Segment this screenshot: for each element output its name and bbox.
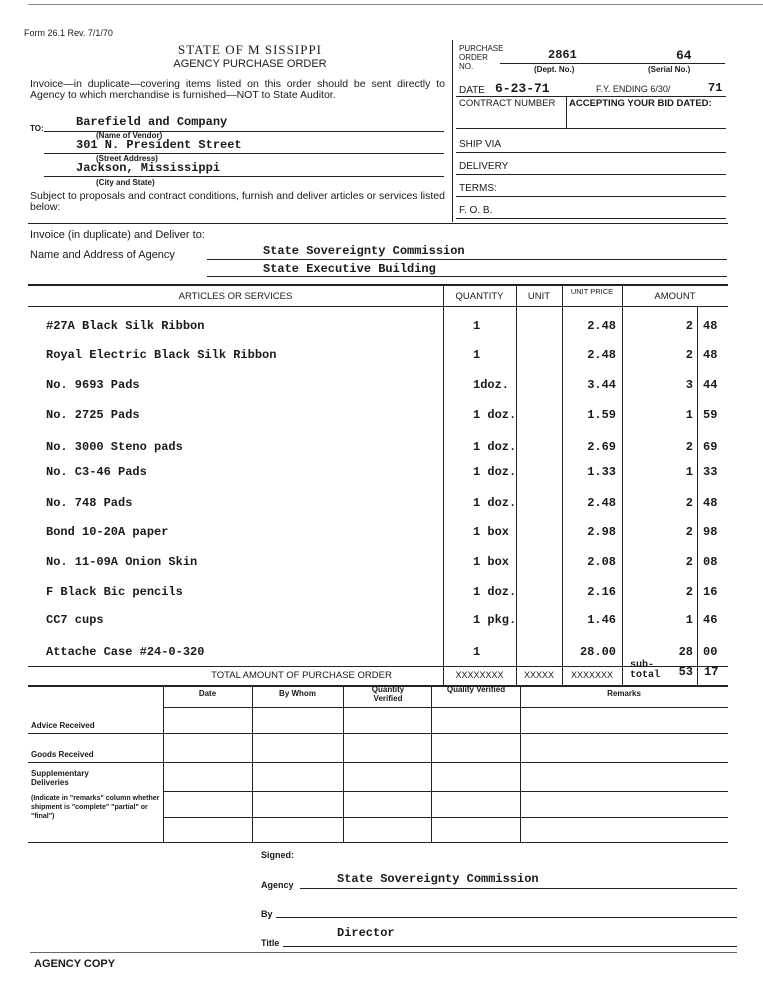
receipt-col-1 bbox=[163, 686, 164, 842]
item-article: No. 2725 Pads bbox=[46, 408, 140, 422]
item-price: 2.16 bbox=[587, 585, 616, 599]
item-cents: 08 bbox=[703, 555, 718, 569]
item-dollars: 1 bbox=[685, 465, 693, 479]
po-label: PURCHASE ORDER NO. bbox=[459, 44, 504, 71]
serial-number: 64 bbox=[676, 48, 692, 63]
receipt-header-quality: Quality Verified bbox=[446, 685, 506, 694]
item-quantity: 1 doz. bbox=[473, 496, 517, 510]
dept-number: 2861 bbox=[548, 48, 577, 62]
item-dollars: 2 bbox=[685, 440, 693, 454]
item-price: 1.46 bbox=[587, 613, 616, 627]
sig-title-line bbox=[283, 946, 737, 947]
vendor-city: Jackson, Mississippi bbox=[76, 161, 221, 175]
receipt-rule-4 bbox=[163, 817, 728, 818]
col-divider-price bbox=[622, 285, 623, 685]
total-label: TOTAL AMOUNT OF PURCHASE ORDER bbox=[211, 670, 392, 681]
item-price: 1.59 bbox=[587, 408, 616, 422]
item-cents: 98 bbox=[703, 525, 718, 539]
order-date: 6-23-71 bbox=[495, 81, 550, 96]
agency-line1-rule bbox=[207, 259, 727, 260]
col-divider-unit bbox=[562, 285, 563, 685]
terms-line bbox=[456, 196, 726, 197]
item-article: No. 3000 Steno pads bbox=[46, 440, 183, 454]
vendor-name-caption: (Name of Vendor) bbox=[96, 131, 163, 140]
item-dollars: 2 bbox=[685, 496, 693, 510]
sig-by-line bbox=[276, 917, 737, 918]
item-quantity: 1doz. bbox=[473, 378, 510, 392]
item-dollars: 3 bbox=[685, 378, 693, 392]
receipt-row-supplementary: Supplementary Deliveries bbox=[31, 769, 89, 787]
item-quantity: 1 bbox=[473, 348, 481, 362]
invoice-instructions: Invoice—in duplicate—covering items listed on this order should be sent directly to Agency to which merchandise is furnished—NOT to State Auditor. bbox=[30, 78, 445, 101]
item-price: 2.48 bbox=[587, 496, 616, 510]
form-id: Form 26.1 Rev. 7/1/70 bbox=[24, 28, 113, 38]
item-article: F Black Bic pencils bbox=[46, 585, 183, 599]
receipt-row-goods: Goods Received bbox=[31, 750, 94, 759]
sig-title-label: Title bbox=[261, 938, 280, 948]
serial-caption: (Serial No.) bbox=[648, 65, 691, 74]
vendor-city-caption: (City and State) bbox=[96, 178, 155, 187]
delivery-label: DELIVERY bbox=[459, 161, 509, 172]
item-dollars: 2 bbox=[685, 585, 693, 599]
item-quantity: 1 doz. bbox=[473, 408, 517, 422]
item-quantity: 1 doz. bbox=[473, 465, 517, 479]
top-border bbox=[28, 4, 763, 5]
sig-agency-label: Agency bbox=[261, 880, 294, 890]
receipt-header-remarks: Remarks bbox=[607, 689, 641, 698]
receipt-col-2 bbox=[252, 686, 253, 842]
fob-line bbox=[456, 218, 726, 219]
item-quantity: 1 doz. bbox=[473, 440, 517, 454]
vendor-street-caption: (Street Address) bbox=[96, 154, 158, 163]
receipt-col-5 bbox=[520, 686, 521, 842]
date-line bbox=[456, 96, 726, 97]
item-article: No. 748 Pads bbox=[46, 496, 133, 510]
receipt-col-4 bbox=[431, 686, 432, 842]
header-quantity: QUANTITY bbox=[455, 291, 504, 302]
vendor-city-line bbox=[44, 176, 444, 177]
item-price: 2.08 bbox=[587, 555, 616, 569]
receipt-header-date: Date bbox=[198, 689, 217, 698]
receipt-header-by-whom: By Whom bbox=[279, 689, 316, 698]
total-unit-mask: XXXXX bbox=[523, 670, 554, 680]
agency-line2-rule bbox=[207, 276, 727, 277]
item-cents: 00 bbox=[703, 645, 718, 659]
receipt-header-quantity: Quantity Verified bbox=[371, 685, 405, 703]
dept-caption: (Dept. No.) bbox=[534, 65, 575, 74]
header-divider bbox=[452, 40, 453, 222]
item-cents: 44 bbox=[703, 378, 718, 392]
form-title: AGENCY PURCHASE ORDER bbox=[173, 58, 327, 70]
sig-agency-line bbox=[300, 888, 737, 889]
fy-label: F.Y. ENDING 6/30/ bbox=[596, 84, 671, 94]
sig-title-value: Director bbox=[337, 926, 395, 940]
table-header-rule bbox=[28, 306, 728, 307]
receipt-row-advice: Advice Received bbox=[31, 721, 95, 730]
receipt-header-rule bbox=[163, 707, 728, 708]
signed-label: Signed: bbox=[261, 850, 294, 860]
sig-by-label: By bbox=[261, 909, 273, 919]
item-cents: 48 bbox=[703, 319, 718, 333]
item-article: No. C3-46 Pads bbox=[46, 465, 147, 479]
receipt-row-indicate: (Indicate in "remarks" column whether shipment is "complete" "partial" or "final") bbox=[31, 795, 160, 820]
total-dollars: 53 bbox=[678, 665, 693, 679]
item-article: No. 11-09A Onion Skin bbox=[46, 555, 198, 569]
receipt-rule-2 bbox=[28, 762, 728, 763]
receipt-rule-1 bbox=[28, 733, 728, 734]
receipt-col-3 bbox=[343, 686, 344, 842]
ship-via-label: SHIP VIA bbox=[459, 139, 502, 150]
ship-via-line bbox=[456, 152, 726, 153]
receipt-bottom-rule bbox=[28, 842, 728, 843]
col-divider-articles bbox=[443, 285, 444, 685]
item-cents: 46 bbox=[703, 613, 718, 627]
item-quantity: 1 doz. bbox=[473, 585, 517, 599]
item-price: 2.98 bbox=[587, 525, 616, 539]
header-amount: AMOUNT bbox=[654, 291, 696, 302]
po-line bbox=[500, 63, 725, 64]
subject-text: Subject to proposals and contract conditions, furnish and deliver articles or services listed below: bbox=[30, 190, 445, 213]
item-dollars: 2 bbox=[685, 319, 693, 333]
item-cents: 48 bbox=[703, 496, 718, 510]
header-unit-price: UNIT PRICE bbox=[570, 287, 614, 296]
terms-label: TERMS: bbox=[459, 183, 497, 194]
item-article: Royal Electric Black Silk Ribbon bbox=[46, 348, 277, 362]
item-article: Attache Case #24-0-320 bbox=[46, 645, 205, 659]
total-price-mask: XXXXXXX bbox=[570, 670, 614, 680]
item-cents: 59 bbox=[703, 408, 718, 422]
contract-divider bbox=[566, 96, 567, 128]
total-cents: 17 bbox=[704, 665, 719, 679]
item-price: 2.48 bbox=[587, 348, 616, 362]
subtotal-label: sub-total bbox=[630, 660, 661, 681]
delivery-line bbox=[456, 174, 726, 175]
item-article: Bond 10-20A paper bbox=[46, 525, 169, 539]
item-article: No. 9693 Pads bbox=[46, 378, 140, 392]
item-quantity: 1 bbox=[473, 319, 481, 333]
item-dollars: 2 bbox=[685, 348, 693, 362]
item-cents: 16 bbox=[703, 585, 718, 599]
item-price: 2.69 bbox=[587, 440, 616, 454]
table-top-rule bbox=[28, 284, 728, 286]
footer-rule bbox=[30, 952, 737, 953]
item-price: 3.44 bbox=[587, 378, 616, 392]
item-dollars: 28 bbox=[678, 645, 693, 659]
fy-value: 71 bbox=[708, 81, 723, 95]
item-article: CC7 cups bbox=[46, 613, 104, 627]
item-dollars: 1 bbox=[685, 408, 693, 422]
deliver-agency-line1: State Sovereignty Commission bbox=[263, 244, 465, 258]
vendor-street: 301 N. President Street bbox=[76, 138, 242, 152]
deliver-agency-line2: State Executive Building bbox=[263, 262, 436, 276]
total-top-rule bbox=[28, 666, 728, 667]
item-price: 2.48 bbox=[587, 319, 616, 333]
item-quantity: 1 box bbox=[473, 525, 510, 539]
item-cents: 69 bbox=[703, 440, 718, 454]
item-price: 28.00 bbox=[579, 645, 616, 659]
item-dollars: 2 bbox=[685, 525, 693, 539]
date-label: DATE bbox=[459, 85, 485, 96]
item-dollars: 2 bbox=[685, 555, 693, 569]
deliver-label: Invoice (in duplicate) and Deliver to: bbox=[30, 229, 205, 241]
vendor-name: Barefield and Company bbox=[76, 115, 228, 129]
item-quantity: 1 bbox=[473, 645, 481, 659]
item-dollars: 1 bbox=[685, 613, 693, 627]
contract-label: CONTRACT NUMBER bbox=[459, 98, 556, 109]
item-price: 1.33 bbox=[587, 465, 616, 479]
state-title: STATE OF M SISSIPPI bbox=[177, 42, 323, 57]
total-quantity-mask: XXXXXXXX bbox=[455, 670, 504, 680]
item-cents: 33 bbox=[703, 465, 718, 479]
footer-agency-copy: AGENCY COPY bbox=[34, 958, 116, 970]
fob-label: F. O. B. bbox=[459, 205, 493, 216]
to-label: TO: bbox=[30, 124, 44, 133]
item-quantity: 1 pkg. bbox=[473, 613, 517, 627]
agency-name-label: Name and Address of Agency bbox=[30, 249, 175, 261]
bid-label: ACCEPTING YOUR BID DATED: bbox=[569, 98, 712, 109]
header-articles: ARTICLES OR SERVICES bbox=[178, 291, 293, 302]
receipt-rule-3 bbox=[163, 791, 728, 792]
col-divider-cents bbox=[697, 306, 698, 685]
contract-line bbox=[456, 128, 726, 129]
item-quantity: 1 box bbox=[473, 555, 510, 569]
item-article: #27A Black Silk Ribbon bbox=[46, 319, 205, 333]
item-cents: 48 bbox=[703, 348, 718, 362]
header-bottom-rule bbox=[28, 223, 728, 224]
sig-agency-value: State Sovereignty Commission bbox=[337, 872, 539, 886]
header-unit: UNIT bbox=[527, 291, 551, 302]
